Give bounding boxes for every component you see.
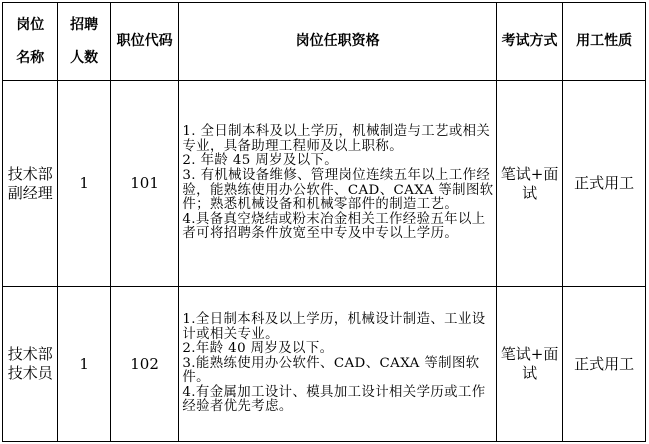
job-requirements-table [2, 2, 646, 442]
requirement-item: 2.年龄 40 周岁及以下。 [182, 341, 334, 357]
requirements-cell [179, 287, 496, 442]
exam-method-cell [496, 81, 563, 287]
header-exam-method: 考试方式 [496, 3, 563, 81]
requirement-item: 3. 有机械设备维修、管理岗位连续五年以上工作经验，能熟练使用办公软件、CAD、CAXA 等制图软件；熟悉机械设备和机械零部件的制造工艺。 [182, 167, 494, 213]
position-name-line1: 技术部 [7, 164, 53, 183]
position-code-cell: 101 [110, 81, 179, 287]
requirement-item: 3.能熟练使用办公软件、CAD、CAXA 等制图软件。 [182, 355, 480, 386]
header-hiring-count [58, 3, 110, 81]
position-name-line2: 副经理 [7, 183, 53, 202]
exam-method-line2: 试 [522, 364, 538, 382]
position-code-cell: 102 [110, 287, 179, 442]
header-position-name-line1: 岗位 [16, 16, 45, 33]
header-requirements: 岗位任职资格 [179, 3, 496, 81]
table-header-row [3, 3, 646, 81]
header-position-code: 职位代码 [110, 3, 179, 81]
position-name-line2: 技术员 [7, 364, 53, 382]
position-name-line1: 技术部 [7, 345, 53, 363]
header-employment-type: 用工性质 [563, 3, 646, 81]
table-row [3, 81, 646, 287]
position-name-cell [3, 287, 58, 442]
requirement-item: 2. 年龄 45 周岁及以下。 [182, 153, 339, 169]
position-name-cell [3, 81, 58, 287]
employment-type-cell: 正式用工 [563, 287, 646, 442]
requirements-cell [179, 81, 496, 287]
exam-method-line1: 笔试+面 [500, 345, 559, 363]
header-hiring-count-line1: 招聘 [70, 16, 99, 33]
table-row [3, 287, 646, 442]
exam-method-line2: 试 [522, 183, 538, 202]
requirement-item: 4.有金属加工设计、模具加工设计相关学历或工作经验者优先考虑。 [182, 384, 486, 415]
header-hiring-count-line2: 人数 [70, 49, 99, 66]
hiring-count-cell: 1 [58, 81, 110, 287]
requirement-item: 4.具备真空烧结或粉末冶金相关工作经验五年以上者可将招聘条件放宽至中专及中专以上学历。 [182, 211, 486, 242]
employment-type-cell: 正式用工 [563, 81, 646, 287]
requirement-item: 1.全日制本科及以上学历，机械设计制造、工业设计或相关专业。 [182, 311, 486, 342]
exam-method-cell [496, 287, 563, 442]
header-position-name-line2: 名称 [16, 49, 45, 66]
header-position-name [3, 3, 58, 81]
requirement-item: 1. 全日制本科及以上学历，机械制造与工艺或相关专业，具备助理工程师及以上职称。 [182, 124, 491, 154]
exam-method-line1: 笔试+面 [500, 164, 559, 183]
hiring-count-cell: 1 [58, 287, 110, 442]
